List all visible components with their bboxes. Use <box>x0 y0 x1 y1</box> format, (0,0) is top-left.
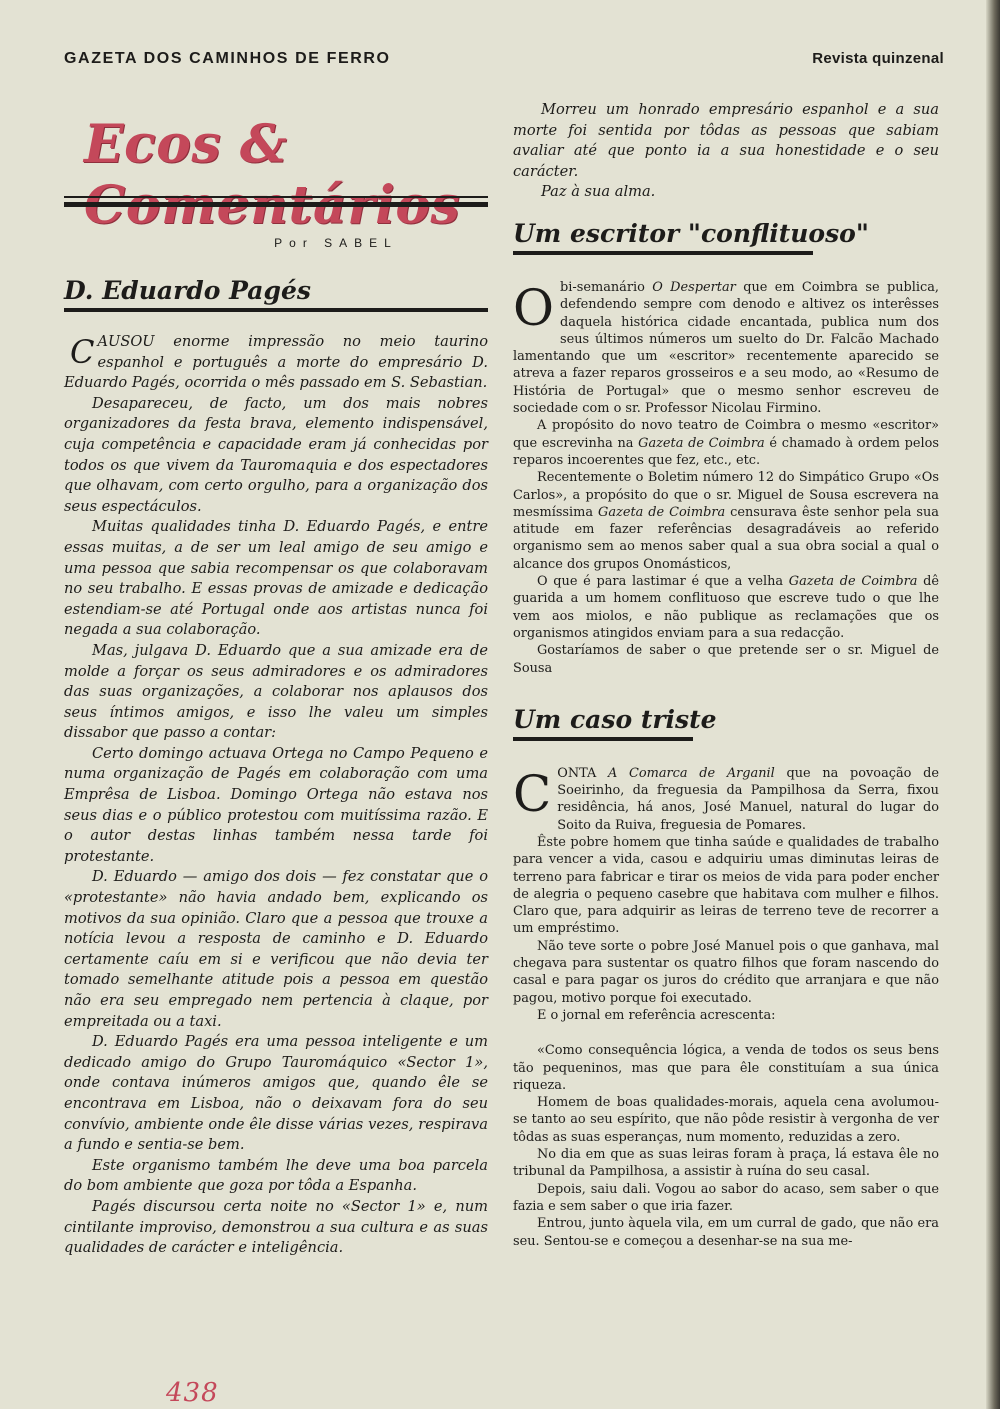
paragraph: CAUSOU enorme impressão no meio taurino espanhol e português a morte do empresário D. Eduardo Pagés, ocorrida o mês passado em S. Sebastian. <box>64 333 488 392</box>
paragraph: D. Eduardo Pagés era uma pessoa inteligente e um dedicado amigo do Grupo Tauromáquico «Sector 1», onde contava inúmeros amigos que, quando êle se encontrava em Lisboa, não o deixavam fora do seu convívio, ambiente onde êle disse várias vezes, respirava a fundo e sentia-se bem. <box>64 1033 488 1154</box>
paragraph: Êste pobre homem que tinha saúde e qualidades de trabalho para vencer a vida, casou e adquiriu umas diminutas leiras de terreno para fabricar e tirar os meios de vida para poder encher de alegria o pequeno casebre que habitava com mulher e filhos. Claro que, para adquirir as leiras de terreno teve de recorrer a um empréstimo. <box>513 834 939 937</box>
paragraph: D. Eduardo — amigo dos dois — fez constatar que o «protestante» não havia andado bem, explicando os motivos da sua opinião. Claro que a pessoa que trouxe a notícia levou a resposta de caminho e D. Eduardo certamente caíu em si e verificou que não devia ter tomado semelhante atitude pois a pessoa em questão não era seu empregado nem pertencia à claque, por empreitada ou a taxi. <box>64 868 488 1030</box>
quote-paragraph: Homem de boas qualidades-morais, aquela cena avolumou-se tanto ao seu espírito, que não pôde resistir à vergonha de ver tôdas as suas esperanças, num momento, reduzidas a zero. <box>513 1095 939 1145</box>
paragraph: Recentemente o Boletim número 12 do Simpático Grupo «Os Carlos», a propósito do que o sr. Miguel de Sousa escrevera na mesmíssima Gazeta de Coimbra censurava êste senhor pela sua atitude em fazer referências desagradáveis ao referido organismo sem ao menos saber qual a sua obra social a qual o alcance dos grupos Onomásticos, <box>513 470 939 572</box>
article-body-caso-triste <box>513 765 939 1250</box>
paragraph: Gostaríamos de saber o que pretende ser o sr. Miguel de Sousa <box>513 643 939 676</box>
article-title-rule <box>513 737 693 741</box>
drop-cap: O <box>513 278 554 337</box>
paragraph: Certo domingo actuava Ortega no Campo Pequeno e numa organização de Pagés em colaboração com uma Emprêsa de Lisboa. Domingo Ortega não estava nos seus dias e o público protestou com muitíssima razão. E o autor destas linhas também nessa tarde foi protestante. <box>64 744 488 865</box>
masthead-rule-thin <box>64 196 488 198</box>
masthead-title: Ecos & <box>84 114 288 175</box>
section-masthead <box>64 100 488 212</box>
paragraph: E o jornal em referência acrescenta: <box>537 1007 776 1023</box>
paragraph: Morreu um honrado empresário espanhol e a sua morte foi sentida por tôdas as pessoas que sabiam avaliar até que ponto ia a sua honestidade e o seu carácter. <box>513 101 939 180</box>
quote-paragraph: No dia em que as suas leiras foram à praça, lá estava êle no tribunal da Pampilhosa, a assistir à ruína do seu casal. <box>513 1147 939 1180</box>
quote-paragraph: «Como consequência lógica, a venda de todos os seus bens tão pequeninos, mas que para êle constituíam a sua única riqueza. <box>513 1043 939 1093</box>
page-edge-shadow <box>986 0 1000 1409</box>
quote-paragraph: Entrou, junto àquela vila, em um curral de gado, que não era seu. Sentou-se e começou a desenhar-se na sua me- <box>513 1216 939 1249</box>
paragraph: A propósito do novo teatro de Coimbra o mesmo «escritor» que escrevinha na Gazeta de Coimbra é chamado à ordem pelos reparos incoerentes que fez, etc., etc. <box>513 418 939 468</box>
left-column <box>64 100 488 1259</box>
paragraph: Muitas qualidades tinha D. Eduardo Pagés, e entre essas muitas, a de ser um leal amigo de seu amigo e uma pessoa que sabia recompensar os que colaboravam no seu trabalho. E essas provas de amizade e dedicação estendiam-se até Portugal onde aos artistas nunca foi negada a sua colaboração. <box>64 518 488 639</box>
publication-name: GAZETA DOS CAMINHOS DE FERRO <box>64 50 391 67</box>
paragraph: CONTA A Comarca de Arganil que na povoação de Soeirinho, da freguesia da Pampilhosa da Serra, fixou residência, há anos, José Manuel, natural do lugar do Soito da Ruiva, freguesia de Pomares. <box>513 764 939 833</box>
paragraph: Mas, julgava D. Eduardo que a sua amizade era de molde a forçar os seus admiradores e os admiradores das suas organizações, a colaborar nos aplausos dos seus íntimos amigos, e isso lhe valeu um simples dissabor que passo a contar: <box>64 641 488 742</box>
paragraph: Obi-semanário O Despertar que em Coimbra se publica, defendendo sempre com denodo e altivez os interêsses daquela histórica cidade encantada, publica num dos seus últimos números um suelto do Dr. Falcão Machado lamentando que um «escritor» recentemente aparecido se atreva a fazer reparos grosseiros e a seu modo, ao «Resumo de História de Portugal» que o mesmo senhor escreveu de sociedade com o sr. Professor Nicolau Firmino. <box>513 278 939 417</box>
publication-subtitle: Revista quinzenal <box>812 50 944 67</box>
drop-cap: C <box>513 764 552 823</box>
masthead-rule-thick <box>64 202 488 207</box>
paragraph: Este organismo também lhe deve uma boa parcela do bom ambiente que goza por tôda a Espanha. <box>64 1156 488 1195</box>
drop-cap: C <box>70 333 95 371</box>
article-title-rule <box>64 308 488 312</box>
article-body-eduardo-pages <box>64 332 488 1259</box>
article-title-eduardo-pages: D. Eduardo Pagés <box>64 276 311 305</box>
byline: Por SABEL <box>274 236 398 250</box>
article-title-caso-triste: Um caso triste <box>513 704 717 734</box>
article-continuation <box>513 100 939 203</box>
paragraph: Pagés discursou certa noite no «Sector 1» e, num cintilante improviso, demonstrou a sua cultura e as suas qualidades de carácter e inteligência. <box>64 1197 488 1257</box>
paragraph: Desapareceu, de facto, um dos mais nobres organizadores da festa brava, elemento indispensável, cuja competência e capacidade eram já conhecidas por todos os que vivem da Tauromaquia e dos espectadores que olhavam, com certo orgulho, para a organização dos seus espectáculos. <box>64 394 488 515</box>
running-header <box>64 50 944 74</box>
article-title-escritor: Um escritor "conflituoso" <box>513 218 869 248</box>
quote-paragraph: Depois, saiu dali. Vogou ao sabor do acaso, sem saber o que fazia e sem saber o que iria fazer. <box>513 1181 939 1214</box>
paragraph: Não teve sorte o pobre José Manuel pois o que ganhava, mal chegava para sustentar os quatro filhos que foram nascendo do casal e para pagar os juros do crédito que arranjara e que não pagou, motivo porque foi executado. <box>513 938 939 1006</box>
right-column <box>513 100 939 1250</box>
article-body-escritor <box>513 279 939 677</box>
article-title-rule <box>513 251 813 255</box>
paragraph: Paz à sua alma. <box>541 183 656 201</box>
page-number: 438 <box>166 1378 219 1408</box>
paragraph: O que é para lastimar é que a velha Gazeta de Coimbra dê guarida a um homem conflituoso que escreve tudo o que lhe vem aos miolos, e não publique as reclamações que os organismos atingidos enviam para a sua redacção. <box>513 574 940 641</box>
